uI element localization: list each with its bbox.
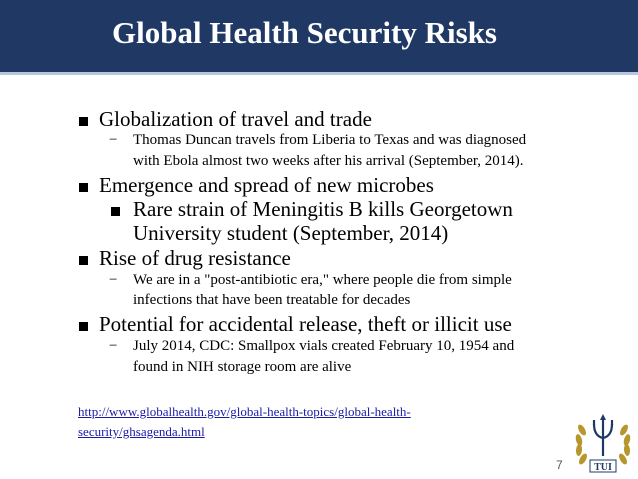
bullet-square-icon <box>79 183 88 192</box>
source-link-line-2[interactable]: security/ghsagenda.html <box>78 424 205 439</box>
bullet-square-icon <box>79 256 88 265</box>
bullet-text: Rise of drug resistance <box>99 246 291 270</box>
sub-bullet-text: found in NIH storage room are alive <box>133 359 352 375</box>
source-link[interactable] <box>78 402 498 442</box>
university-logo-icon <box>570 412 636 476</box>
sub-bullet-text: July 2014, CDC: Smallpox vials created February 10, 1954 and <box>133 338 515 354</box>
level2-bullet-text: Rare strain of Meningitis B kills Georgetown <box>133 197 513 221</box>
source-link-line-1[interactable]: http://www.globalhealth.gov/global-health-topics/global-health- <box>78 404 411 419</box>
sub-bullet-text: with Ebola almost two weeks after his arrival (September, 2014). <box>133 153 524 169</box>
dash-icon: − <box>109 132 118 148</box>
bullet-square-icon <box>111 207 120 216</box>
dash-icon: − <box>109 338 118 354</box>
page-number: 7 <box>556 458 563 472</box>
slide-title: Global Health Security Risks <box>112 15 497 50</box>
bullet-text: Emergence and spread of new microbes <box>99 173 434 197</box>
level2-bullet-text: University student (September, 2014) <box>133 221 449 245</box>
bullet-square-icon <box>79 322 88 331</box>
sub-bullet-text: infections that have been treatable for decades <box>133 292 411 308</box>
bullet-text: Globalization of travel and trade <box>99 107 372 131</box>
title-bar <box>0 0 638 75</box>
sub-bullet-text: Thomas Duncan travels from Liberia to Texas and was diagnosed <box>133 132 527 148</box>
dash-icon: − <box>109 272 118 288</box>
bullet-text: Potential for accidental release, theft or illicit use <box>99 312 512 336</box>
bullet-square-icon <box>79 117 88 126</box>
sub-bullet-text: We are in a "post-antibiotic era," where people die from simple <box>133 272 512 288</box>
logo-text: TUI <box>594 462 612 473</box>
